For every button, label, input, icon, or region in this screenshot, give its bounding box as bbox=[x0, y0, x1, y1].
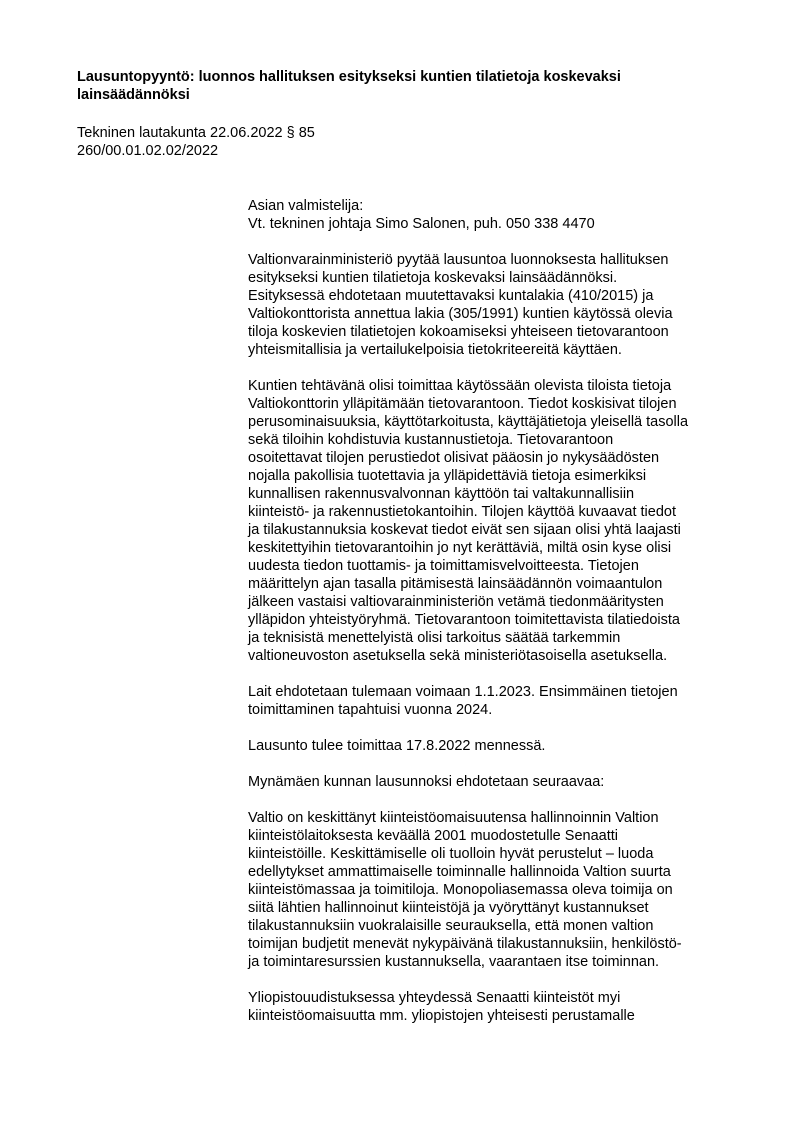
paragraph-line: siitä lähtien hallinnoinut kiinteistöjä ja vyöryttänyt kustannukset bbox=[248, 900, 649, 916]
paragraph-line: Kuntien tehtävänä olisi toimittaa käytössään olevista tiloista tietoja bbox=[248, 378, 672, 394]
paragraph-line: kunnallisen rakennusvalvonnan käyttöön tai valtakunnallisiin bbox=[248, 486, 635, 502]
preparer-label: Asian valmistelija: bbox=[248, 198, 364, 214]
preparer-block bbox=[248, 197, 740, 233]
paragraph-line: osoitettavat tilojen perustiedot olisivat pääosin jo nykysäädösten bbox=[248, 450, 660, 466]
paragraph-line: tiloja koskevien tilatietojen kokoamiseksi yhteiseen tietovarantoon bbox=[248, 324, 669, 340]
body-paragraph bbox=[248, 251, 740, 359]
body-paragraph bbox=[248, 377, 740, 665]
paragraph-line: edellytykset ammattimaiselle toiminnalle hallinnoida Valtion suurta bbox=[248, 864, 671, 880]
body-paragraph bbox=[248, 737, 740, 755]
paragraph-line: toimittaminen tapahtuisi vuonna 2024. bbox=[248, 702, 493, 718]
body-paragraphs bbox=[248, 251, 740, 1025]
paragraph-line: nojalla pakollisia tuotettavia ja ylläpidettäviä tietoja esimerkiksi bbox=[248, 468, 647, 484]
paragraph-line: Yliopistouudistuksessa yhteydessä Senaatti kiinteistöt myi bbox=[248, 990, 621, 1006]
paragraph-line: toimijan budjetit menevät nykypäivänä tilakustannuksiin, henkilöstö- bbox=[248, 936, 682, 952]
paragraph-line: perusominaisuuksia, käyttötarkoitusta, käyttäjätietoja yleisellä tasolla bbox=[248, 414, 689, 430]
paragraph-line: esitykseksi kuntien tilatietoja koskevaksi lainsäädännöksi. bbox=[248, 270, 618, 286]
paragraph-line: Lait ehdotetaan tulemaan voimaan 1.1.2023. Ensimmäinen tietojen bbox=[248, 684, 678, 700]
paragraph-line: ja toimintaresurssien kustannuksella, vaarantaen itse toiminnan. bbox=[248, 954, 660, 970]
paragraph-line: kiinteistölaitoksesta keväällä 2001 muodostetulle Senaatti bbox=[248, 828, 618, 844]
paragraph-line: uudesta tiedon tuottamis- ja toimittamisvelvoitteesta. Tietojen bbox=[248, 558, 639, 574]
body-paragraph bbox=[248, 809, 740, 971]
body-paragraph bbox=[248, 989, 740, 1025]
paragraph-line: Valtiokonttorin ylläpitämään tietovarantoon. Tiedot koskisivat tilojen bbox=[248, 396, 677, 412]
paragraph-line: kiinteistömassaa ja toimitiloja. Monopoliasemassa oleva toimija on bbox=[248, 882, 673, 898]
paragraph-line: kiinteistöille. Keskittämiselle oli tuolloin hyvät perustelut – luoda bbox=[248, 846, 654, 862]
paragraph-line: ylläpidon yhteistyöryhmä. Tietovarantoon toimitettavista tilatiedoista bbox=[248, 612, 680, 628]
body-paragraph bbox=[248, 683, 740, 719]
paragraph-line: keskitettyihin tietovarantoihin jo nyt kerättäviä, miltä osin kyse olisi bbox=[248, 540, 672, 556]
paragraph-line: valtioneuvoston asetuksella sekä ministeriötasoisella asetuksella. bbox=[248, 648, 668, 664]
paragraph-line: jälkeen vastaisi valtiovarainministeriön vetämä tiedonmääritysten bbox=[248, 594, 664, 610]
meeting-date-line: Tekninen lautakunta 22.06.2022 § 85 bbox=[77, 125, 315, 141]
paragraph-line: ja tilakustannuksia koskevat tiedot eivät sen sijaan olisi yhtä laajasti bbox=[248, 522, 681, 538]
meeting-reference bbox=[77, 124, 477, 160]
paragraph-line: Lausunto tulee toimittaa 17.8.2022 mennessä. bbox=[248, 738, 546, 754]
paragraph-line: Valtionvarainministeriö pyytää lausuntoa luonnoksesta hallituksen bbox=[248, 252, 669, 268]
paragraph-line: Esityksessä ehdotetaan muutettavaksi kuntalakia (410/2015) ja bbox=[248, 288, 654, 304]
preparer-name: Vt. tekninen johtaja Simo Salonen, puh. 050 338 4470 bbox=[248, 216, 595, 232]
paragraph-line: Valtio on keskittänyt kiinteistöomaisuutensa hallinnoinnin Valtion bbox=[248, 810, 659, 826]
paragraph-line: kiinteistöomaisuutta mm. yliopistojen yhteisesti perustamalle bbox=[248, 1008, 635, 1024]
paragraph-line: määrittelyn ajan tasalla pitämisestä lainsäädännön voimaantulon bbox=[248, 576, 663, 592]
paragraph-line: sekä tiloihin kohdistuvia kustannustietoja. Tietovarantoon bbox=[248, 432, 614, 448]
document-body bbox=[248, 197, 740, 1043]
paragraph-line: kiinteistö- ja rakennustietokantoihin. Tilojen käyttöä kuvaavat tiedot bbox=[248, 504, 676, 520]
paragraph-line: Valtiokonttorista annettua lakia (305/1991) kuntien käytössä olevia bbox=[248, 306, 673, 322]
paragraph-line: ja teknisistä menettelyistä olisi tarkoitus säätää tarkemmin bbox=[248, 630, 621, 646]
paragraph-line: Mynämäen kunnan lausunnoksi ehdotetaan seuraavaa: bbox=[248, 774, 605, 790]
diary-number: 260/00.01.02.02/2022 bbox=[77, 143, 219, 159]
body-paragraph bbox=[248, 773, 740, 791]
paragraph-line: tilakustannuksiin vuokralaisille seurauksella, että monen valtion bbox=[248, 918, 654, 934]
paragraph-line: yhteismitallisia ja vertailukelpoisia tietokriteereitä käyttäen. bbox=[248, 342, 622, 358]
document-title: Lausuntopyyntö: luonnos hallituksen esitykseksi kuntien tilatietoja koskevaksi lainsäädännöksi bbox=[77, 69, 621, 103]
